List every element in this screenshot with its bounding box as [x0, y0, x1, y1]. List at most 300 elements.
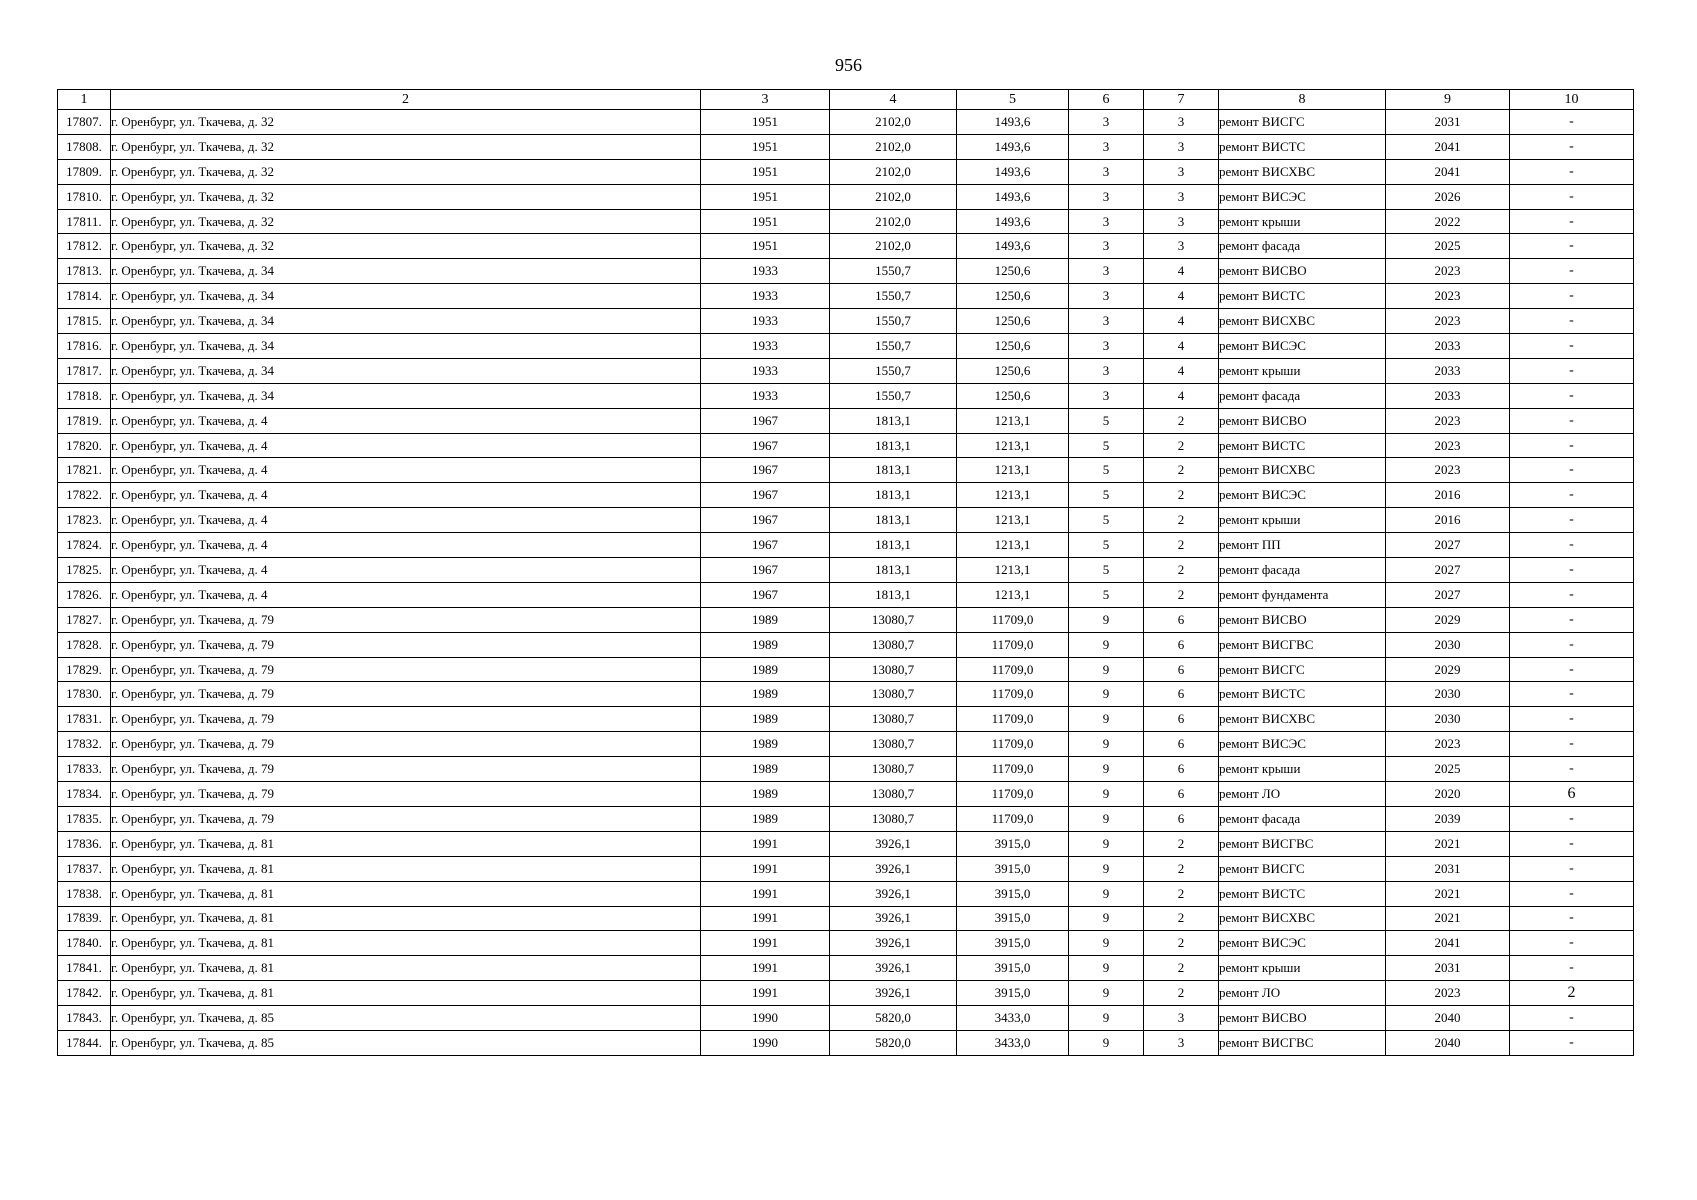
cell-address: г. Оренбург, ул. Ткачева, д. 81: [111, 981, 701, 1006]
cell-entrances: 2: [1144, 906, 1219, 931]
cell-living-area: 1493,6: [957, 134, 1069, 159]
cell-planned-year: 2023: [1386, 433, 1510, 458]
cell-floors: 3: [1069, 234, 1144, 259]
cell-year-built: 1990: [701, 1006, 830, 1031]
cell-floors: 9: [1069, 856, 1144, 881]
cell-total-area: 1550,7: [830, 259, 957, 284]
cell-column-10-value: -: [1510, 1030, 1634, 1055]
cell-entrances: 6: [1144, 607, 1219, 632]
cell-total-area: 5820,0: [830, 1006, 957, 1031]
cell-row-number: 17814.: [58, 284, 111, 309]
table-row: [58, 508, 1634, 533]
cell-work-type: ремонт фасада: [1219, 383, 1386, 408]
column-header: 5: [957, 90, 1069, 110]
cell-living-area: 3915,0: [957, 831, 1069, 856]
cell-row-number: 17815.: [58, 309, 111, 334]
cell-work-type: ремонт ВИСХВС: [1219, 309, 1386, 334]
cell-address: г. Оренбург, ул. Ткачева, д. 34: [111, 259, 701, 284]
cell-column-10-value: -: [1510, 831, 1634, 856]
cell-total-area: 1813,1: [830, 582, 957, 607]
cell-row-number: 17839.: [58, 906, 111, 931]
cell-column-10-value: -: [1510, 259, 1634, 284]
cell-column-10-value: -: [1510, 234, 1634, 259]
cell-entrances: 2: [1144, 408, 1219, 433]
table-row: [58, 582, 1634, 607]
cell-entrances: 2: [1144, 483, 1219, 508]
repair-register-table: [57, 89, 1634, 1056]
cell-total-area: 13080,7: [830, 632, 957, 657]
cell-total-area: 13080,7: [830, 682, 957, 707]
cell-planned-year: 2021: [1386, 831, 1510, 856]
cell-column-10-value: -: [1510, 184, 1634, 209]
cell-floors: 3: [1069, 209, 1144, 234]
cell-entrances: 4: [1144, 334, 1219, 359]
cell-living-area: 1250,6: [957, 334, 1069, 359]
cell-work-type: ремонт ВИСЭС: [1219, 483, 1386, 508]
cell-entrances: 2: [1144, 956, 1219, 981]
table-row: [58, 533, 1634, 558]
cell-column-10-value: -: [1510, 508, 1634, 533]
cell-row-number: 17819.: [58, 408, 111, 433]
cell-row-number: 17816.: [58, 334, 111, 359]
cell-planned-year: 2027: [1386, 558, 1510, 583]
cell-address: г. Оренбург, ул. Ткачева, д. 79: [111, 657, 701, 682]
cell-floors: 9: [1069, 981, 1144, 1006]
cell-year-built: 1967: [701, 433, 830, 458]
cell-total-area: 1550,7: [830, 284, 957, 309]
cell-floors: 3: [1069, 334, 1144, 359]
cell-floors: 5: [1069, 533, 1144, 558]
cell-planned-year: 2033: [1386, 334, 1510, 359]
header-row: [58, 90, 1634, 110]
cell-address: г. Оренбург, ул. Ткачева, д. 32: [111, 234, 701, 259]
cell-total-area: 2102,0: [830, 234, 957, 259]
table-row: [58, 433, 1634, 458]
cell-total-area: 1550,7: [830, 358, 957, 383]
cell-column-10-value: 6: [1510, 782, 1634, 807]
cell-row-number: 17824.: [58, 533, 111, 558]
cell-work-type: ремонт ВИСХВС: [1219, 906, 1386, 931]
cell-total-area: 1550,7: [830, 309, 957, 334]
cell-column-10-value: -: [1510, 309, 1634, 334]
column-header: 6: [1069, 90, 1144, 110]
cell-address: г. Оренбург, ул. Ткачева, д. 79: [111, 707, 701, 732]
cell-work-type: ремонт ВИСХВС: [1219, 707, 1386, 732]
cell-living-area: 1213,1: [957, 458, 1069, 483]
cell-total-area: 1550,7: [830, 383, 957, 408]
cell-planned-year: 2027: [1386, 533, 1510, 558]
table-row: [58, 234, 1634, 259]
cell-living-area: 1250,6: [957, 358, 1069, 383]
cell-year-built: 1967: [701, 408, 830, 433]
cell-living-area: 1213,1: [957, 408, 1069, 433]
cell-row-number: 17810.: [58, 184, 111, 209]
cell-living-area: 11709,0: [957, 607, 1069, 632]
cell-year-built: 1989: [701, 707, 830, 732]
cell-work-type: ремонт ВИСЭС: [1219, 334, 1386, 359]
cell-floors: 5: [1069, 408, 1144, 433]
cell-living-area: 3433,0: [957, 1006, 1069, 1031]
cell-column-10-value: -: [1510, 657, 1634, 682]
cell-total-area: 2102,0: [830, 209, 957, 234]
cell-column-10-value: -: [1510, 383, 1634, 408]
cell-year-built: 1991: [701, 906, 830, 931]
cell-floors: 9: [1069, 657, 1144, 682]
cell-planned-year: 2031: [1386, 956, 1510, 981]
cell-floors: 9: [1069, 682, 1144, 707]
cell-living-area: 1213,1: [957, 483, 1069, 508]
cell-year-built: 1951: [701, 209, 830, 234]
cell-total-area: 13080,7: [830, 707, 957, 732]
cell-entrances: 2: [1144, 558, 1219, 583]
cell-living-area: 3915,0: [957, 931, 1069, 956]
table-row: [58, 259, 1634, 284]
cell-work-type: ремонт ВИСВО: [1219, 259, 1386, 284]
cell-row-number: 17825.: [58, 558, 111, 583]
cell-row-number: 17817.: [58, 358, 111, 383]
cell-row-number: 17829.: [58, 657, 111, 682]
cell-total-area: 13080,7: [830, 607, 957, 632]
column-header: 2: [111, 90, 701, 110]
cell-living-area: 3915,0: [957, 881, 1069, 906]
cell-work-type: ремонт ЛО: [1219, 782, 1386, 807]
cell-total-area: 13080,7: [830, 806, 957, 831]
cell-living-area: 3433,0: [957, 1030, 1069, 1055]
cell-living-area: 3915,0: [957, 906, 1069, 931]
cell-column-10-value: -: [1510, 408, 1634, 433]
cell-address: г. Оренбург, ул. Ткачева, д. 4: [111, 433, 701, 458]
cell-address: г. Оренбург, ул. Ткачева, д. 32: [111, 159, 701, 184]
cell-planned-year: 2030: [1386, 632, 1510, 657]
cell-living-area: 11709,0: [957, 657, 1069, 682]
table-row: [58, 906, 1634, 931]
cell-entrances: 3: [1144, 1006, 1219, 1031]
column-header: 8: [1219, 90, 1386, 110]
cell-planned-year: 2023: [1386, 458, 1510, 483]
table-row: [58, 806, 1634, 831]
cell-floors: 5: [1069, 458, 1144, 483]
cell-total-area: 3926,1: [830, 931, 957, 956]
table-row: [58, 707, 1634, 732]
cell-floors: 9: [1069, 707, 1144, 732]
cell-column-10-value: -: [1510, 358, 1634, 383]
cell-entrances: 2: [1144, 881, 1219, 906]
cell-living-area: 11709,0: [957, 757, 1069, 782]
cell-address: г. Оренбург, ул. Ткачева, д. 32: [111, 209, 701, 234]
column-header: 3: [701, 90, 830, 110]
table-row: [58, 309, 1634, 334]
cell-entrances: 3: [1144, 159, 1219, 184]
cell-floors: 3: [1069, 383, 1144, 408]
cell-year-built: 1951: [701, 184, 830, 209]
cell-column-10-value: -: [1510, 956, 1634, 981]
cell-entrances: 2: [1144, 981, 1219, 1006]
cell-year-built: 1991: [701, 856, 830, 881]
cell-planned-year: 2021: [1386, 906, 1510, 931]
cell-row-number: 17842.: [58, 981, 111, 1006]
cell-year-built: 1933: [701, 309, 830, 334]
cell-year-built: 1951: [701, 134, 830, 159]
cell-column-10-value: -: [1510, 209, 1634, 234]
cell-year-built: 1991: [701, 956, 830, 981]
cell-total-area: 13080,7: [830, 782, 957, 807]
cell-floors: 5: [1069, 508, 1144, 533]
cell-year-built: 1967: [701, 483, 830, 508]
cell-total-area: 1813,1: [830, 533, 957, 558]
cell-total-area: 1813,1: [830, 508, 957, 533]
cell-work-type: ремонт ВИСГВС: [1219, 1030, 1386, 1055]
cell-planned-year: 2023: [1386, 259, 1510, 284]
cell-living-area: 1493,6: [957, 234, 1069, 259]
cell-year-built: 1989: [701, 757, 830, 782]
cell-entrances: 6: [1144, 732, 1219, 757]
cell-planned-year: 2025: [1386, 757, 1510, 782]
table-row: [58, 732, 1634, 757]
cell-work-type: ремонт фундамента: [1219, 582, 1386, 607]
cell-floors: 3: [1069, 309, 1144, 334]
cell-planned-year: 2025: [1386, 234, 1510, 259]
cell-column-10-value: -: [1510, 607, 1634, 632]
cell-address: г. Оренбург, ул. Ткачева, д. 34: [111, 383, 701, 408]
cell-floors: 5: [1069, 582, 1144, 607]
cell-living-area: 11709,0: [957, 632, 1069, 657]
cell-living-area: 11709,0: [957, 707, 1069, 732]
cell-work-type: ремонт ПП: [1219, 533, 1386, 558]
cell-year-built: 1989: [701, 732, 830, 757]
cell-work-type: ремонт ВИСГС: [1219, 657, 1386, 682]
cell-row-number: 17828.: [58, 632, 111, 657]
cell-entrances: 2: [1144, 831, 1219, 856]
cell-entrances: 4: [1144, 284, 1219, 309]
cell-column-10-value: -: [1510, 533, 1634, 558]
cell-work-type: ремонт ВИСЭС: [1219, 732, 1386, 757]
cell-floors: 3: [1069, 110, 1144, 135]
cell-planned-year: 2023: [1386, 309, 1510, 334]
cell-floors: 9: [1069, 931, 1144, 956]
cell-column-10-value: -: [1510, 682, 1634, 707]
table-row: [58, 956, 1634, 981]
cell-column-10-value: -: [1510, 110, 1634, 135]
cell-row-number: 17831.: [58, 707, 111, 732]
cell-living-area: 3915,0: [957, 856, 1069, 881]
cell-row-number: 17813.: [58, 259, 111, 284]
cell-work-type: ремонт ВИСТС: [1219, 881, 1386, 906]
cell-floors: 3: [1069, 284, 1144, 309]
table-row: [58, 856, 1634, 881]
table-row: [58, 1030, 1634, 1055]
cell-planned-year: 2041: [1386, 931, 1510, 956]
table-row: [58, 831, 1634, 856]
cell-address: г. Оренбург, ул. Ткачева, д. 85: [111, 1030, 701, 1055]
cell-planned-year: 2041: [1386, 159, 1510, 184]
cell-living-area: 1213,1: [957, 558, 1069, 583]
cell-entrances: 2: [1144, 533, 1219, 558]
cell-column-10-value: -: [1510, 632, 1634, 657]
cell-floors: 3: [1069, 184, 1144, 209]
cell-row-number: 17826.: [58, 582, 111, 607]
cell-entrances: 3: [1144, 134, 1219, 159]
cell-floors: 9: [1069, 831, 1144, 856]
cell-living-area: 1250,6: [957, 309, 1069, 334]
cell-entrances: 6: [1144, 806, 1219, 831]
cell-total-area: 13080,7: [830, 732, 957, 757]
cell-work-type: ремонт крыши: [1219, 358, 1386, 383]
cell-year-built: 1933: [701, 334, 830, 359]
cell-total-area: 3926,1: [830, 906, 957, 931]
cell-living-area: 1213,1: [957, 508, 1069, 533]
cell-floors: 3: [1069, 134, 1144, 159]
cell-column-10-value: -: [1510, 334, 1634, 359]
cell-living-area: 1250,6: [957, 383, 1069, 408]
cell-work-type: ремонт крыши: [1219, 956, 1386, 981]
table-row: [58, 632, 1634, 657]
column-header: 4: [830, 90, 957, 110]
cell-address: г. Оренбург, ул. Ткачева, д. 79: [111, 757, 701, 782]
cell-total-area: 3926,1: [830, 831, 957, 856]
cell-total-area: 3926,1: [830, 881, 957, 906]
cell-row-number: 17812.: [58, 234, 111, 259]
cell-column-10-value: -: [1510, 582, 1634, 607]
cell-entrances: 6: [1144, 707, 1219, 732]
cell-year-built: 1933: [701, 284, 830, 309]
cell-living-area: 3915,0: [957, 956, 1069, 981]
cell-living-area: 1213,1: [957, 533, 1069, 558]
cell-total-area: 3926,1: [830, 981, 957, 1006]
cell-row-number: 17836.: [58, 831, 111, 856]
cell-work-type: ремонт фасада: [1219, 806, 1386, 831]
column-header: 7: [1144, 90, 1219, 110]
cell-planned-year: 2033: [1386, 358, 1510, 383]
cell-entrances: 4: [1144, 383, 1219, 408]
cell-living-area: 1493,6: [957, 184, 1069, 209]
cell-column-10-value: -: [1510, 806, 1634, 831]
cell-work-type: ремонт ВИСТС: [1219, 682, 1386, 707]
cell-total-area: 5820,0: [830, 1030, 957, 1055]
cell-work-type: ремонт ВИСГВС: [1219, 831, 1386, 856]
table-row: [58, 458, 1634, 483]
table-body: [58, 110, 1634, 1056]
cell-row-number: 17832.: [58, 732, 111, 757]
cell-address: г. Оренбург, ул. Ткачева, д. 79: [111, 732, 701, 757]
cell-work-type: ремонт крыши: [1219, 757, 1386, 782]
cell-living-area: 11709,0: [957, 682, 1069, 707]
column-header: 10: [1510, 90, 1634, 110]
cell-entrances: 6: [1144, 632, 1219, 657]
cell-year-built: 1991: [701, 881, 830, 906]
table-row: [58, 682, 1634, 707]
cell-row-number: 17835.: [58, 806, 111, 831]
table-row: [58, 134, 1634, 159]
cell-planned-year: 2039: [1386, 806, 1510, 831]
cell-address: г. Оренбург, ул. Ткачева, д. 81: [111, 881, 701, 906]
cell-entrances: 3: [1144, 209, 1219, 234]
cell-entrances: 2: [1144, 458, 1219, 483]
cell-address: г. Оренбург, ул. Ткачева, д. 34: [111, 309, 701, 334]
cell-row-number: 17830.: [58, 682, 111, 707]
cell-column-10-value: -: [1510, 558, 1634, 583]
cell-total-area: 1813,1: [830, 433, 957, 458]
cell-living-area: 1493,6: [957, 209, 1069, 234]
cell-entrances: 6: [1144, 682, 1219, 707]
cell-work-type: ремонт фасада: [1219, 234, 1386, 259]
cell-column-10-value: -: [1510, 1006, 1634, 1031]
cell-entrances: 2: [1144, 508, 1219, 533]
cell-address: г. Оренбург, ул. Ткачева, д. 81: [111, 956, 701, 981]
cell-year-built: 1989: [701, 657, 830, 682]
cell-address: г. Оренбург, ул. Ткачева, д. 4: [111, 483, 701, 508]
table-row: [58, 657, 1634, 682]
cell-row-number: 17840.: [58, 931, 111, 956]
cell-planned-year: 2041: [1386, 134, 1510, 159]
table-row: [58, 782, 1634, 807]
cell-column-10-value: 2: [1510, 981, 1634, 1006]
table-row: [58, 881, 1634, 906]
cell-total-area: 1813,1: [830, 483, 957, 508]
table-row: [58, 358, 1634, 383]
cell-work-type: ремонт ЛО: [1219, 981, 1386, 1006]
cell-total-area: 3926,1: [830, 856, 957, 881]
cell-work-type: ремонт ВИСГС: [1219, 856, 1386, 881]
cell-year-built: 1933: [701, 259, 830, 284]
cell-entrances: 3: [1144, 1030, 1219, 1055]
cell-planned-year: 2030: [1386, 682, 1510, 707]
cell-address: г. Оренбург, ул. Ткачева, д. 4: [111, 582, 701, 607]
cell-planned-year: 2031: [1386, 856, 1510, 881]
table-row: [58, 284, 1634, 309]
cell-row-number: 17821.: [58, 458, 111, 483]
cell-planned-year: 2016: [1386, 483, 1510, 508]
cell-address: г. Оренбург, ул. Ткачева, д. 79: [111, 682, 701, 707]
cell-work-type: ремонт крыши: [1219, 209, 1386, 234]
cell-floors: 9: [1069, 732, 1144, 757]
cell-floors: 9: [1069, 782, 1144, 807]
cell-work-type: ремонт ВИСГВС: [1219, 632, 1386, 657]
cell-planned-year: 2026: [1386, 184, 1510, 209]
cell-address: г. Оренбург, ул. Ткачева, д. 32: [111, 184, 701, 209]
cell-year-built: 1951: [701, 234, 830, 259]
cell-living-area: 11709,0: [957, 732, 1069, 757]
cell-living-area: 11709,0: [957, 782, 1069, 807]
cell-work-type: ремонт ВИСХВС: [1219, 159, 1386, 184]
cell-total-area: 2102,0: [830, 110, 957, 135]
table-row: [58, 981, 1634, 1006]
cell-floors: 5: [1069, 558, 1144, 583]
cell-entrances: 2: [1144, 582, 1219, 607]
cell-column-10-value: -: [1510, 881, 1634, 906]
cell-row-number: 17841.: [58, 956, 111, 981]
cell-planned-year: 2031: [1386, 110, 1510, 135]
cell-address: г. Оренбург, ул. Ткачева, д. 81: [111, 856, 701, 881]
cell-year-built: 1967: [701, 533, 830, 558]
page-number: 956: [835, 55, 862, 75]
cell-floors: 5: [1069, 483, 1144, 508]
cell-address: г. Оренбург, ул. Ткачева, д. 79: [111, 607, 701, 632]
cell-address: г. Оренбург, ул. Ткачева, д. 4: [111, 408, 701, 433]
cell-living-area: 11709,0: [957, 806, 1069, 831]
cell-row-number: 17843.: [58, 1006, 111, 1031]
table-row: [58, 209, 1634, 234]
cell-entrances: 4: [1144, 259, 1219, 284]
cell-column-10-value: -: [1510, 856, 1634, 881]
cell-floors: 3: [1069, 358, 1144, 383]
cell-total-area: 2102,0: [830, 184, 957, 209]
cell-row-number: 17844.: [58, 1030, 111, 1055]
table-row: [58, 483, 1634, 508]
cell-entrances: 6: [1144, 657, 1219, 682]
cell-planned-year: 2027: [1386, 582, 1510, 607]
cell-address: г. Оренбург, ул. Ткачева, д. 81: [111, 906, 701, 931]
cell-row-number: 17834.: [58, 782, 111, 807]
